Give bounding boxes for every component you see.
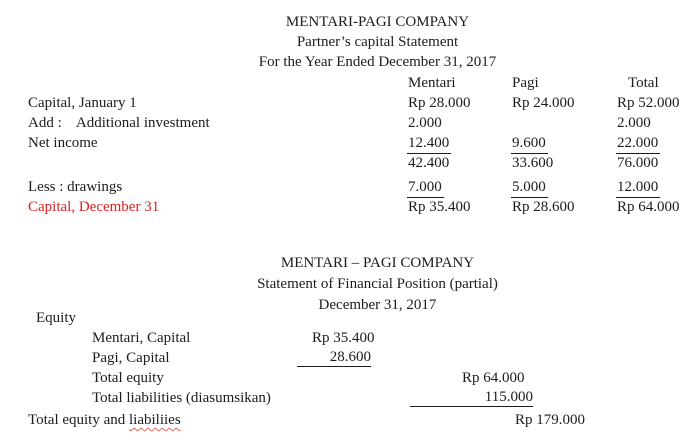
statement-title: Statement of Financial Position (partial) <box>257 276 498 292</box>
statement-title: Partner’s capital Statement <box>296 34 459 50</box>
row-less-drawings <box>28 177 699 197</box>
underlined-amount: 5.000 <box>511 179 548 198</box>
amount-total <box>617 133 699 154</box>
line-label: Total equity <box>92 370 164 386</box>
row-capital-december-31 <box>28 197 699 217</box>
column-header-mentari: Mentari <box>408 75 456 91</box>
column-header-total: Total <box>628 75 659 91</box>
line-amount-underlined: 115.000 <box>410 388 533 407</box>
row-total-equity <box>0 368 699 388</box>
line-label: Pagi, Capital <box>92 350 170 366</box>
amount-total: 2.000 <box>617 115 651 131</box>
amount-mentari <box>408 133 512 154</box>
amount-total: Rp 52.000 <box>617 95 680 111</box>
amount-mentari <box>408 177 512 198</box>
amount-pagi <box>512 113 617 133</box>
amount-total <box>617 177 699 198</box>
section-label: Equity <box>36 310 76 326</box>
amount-pagi: Rp 28.600 <box>512 199 575 215</box>
row-pagi-capital <box>0 348 699 368</box>
row-label <box>28 153 408 173</box>
amount-mentari: 2.000 <box>408 115 442 131</box>
table-header-row <box>28 73 699 93</box>
row-mentari-capital <box>0 328 699 348</box>
row-label: Less : drawings <box>28 179 123 195</box>
header-spacer <box>28 73 408 93</box>
amount-pagi <box>512 133 617 154</box>
underlined-amount: 7.000 <box>407 179 444 198</box>
amount-mentari: 42.400 <box>408 155 450 171</box>
amount-total: Rp 64.000 <box>617 199 680 215</box>
amount-mentari: Rp 28.000 <box>408 95 471 111</box>
row-label: Add : Additional investment <box>28 115 210 131</box>
underlined-amount: 12.400 <box>407 135 451 154</box>
row-label: Net income <box>28 135 98 151</box>
capital-statement-header <box>28 12 699 72</box>
amount-mentari: Rp 35.400 <box>408 199 471 215</box>
underlined-amount: 12.000 <box>616 179 660 198</box>
row-total-liabilities <box>0 388 699 408</box>
row-label: Capital, January 1 <box>28 95 137 111</box>
statement-date: December 31, 2017 <box>318 297 437 313</box>
column-header-pagi: Pagi <box>512 75 539 91</box>
line-label: Mentari, Capital <box>92 330 191 346</box>
line-label-prefix: Total equity and <box>28 412 130 428</box>
amount-total: 76.000 <box>617 155 659 171</box>
row-total-equity-and-liabilities <box>0 410 699 430</box>
row-equity-section <box>0 308 699 328</box>
row-net-income <box>28 133 699 153</box>
company-name: MENTARI-PAGI COMPANY <box>285 14 470 30</box>
capital-statement-table <box>28 73 699 217</box>
amount-pagi: Rp 24.000 <box>512 95 575 111</box>
statement-period: For the Year Ended December 31, 2017 <box>258 54 497 70</box>
company-name: MENTARI – PAGI COMPANY <box>280 255 475 271</box>
row-capital-january-1 <box>28 93 699 113</box>
line-amount-underlined: 28.600 <box>297 348 371 367</box>
underlined-amount: 22.000 <box>616 135 660 154</box>
line-amount: Rp 35.400 <box>312 330 375 346</box>
line-label: Total liabilities (diasumsikan) <box>92 390 271 406</box>
row-subtotal <box>28 153 699 173</box>
financial-position-header <box>28 253 699 316</box>
amount-pagi <box>512 177 617 198</box>
line-amount: Rp 179.000 <box>515 412 586 428</box>
underlined-amount: 9.600 <box>511 135 548 154</box>
misspelled-word: liabiliies <box>129 412 181 428</box>
amount-pagi: 33.600 <box>512 155 554 171</box>
row-label-highlighted: Capital, December 31 <box>28 199 160 215</box>
line-amount: Rp 64.000 <box>462 370 525 386</box>
row-additional-investment <box>28 113 699 133</box>
line-label <box>28 410 181 430</box>
